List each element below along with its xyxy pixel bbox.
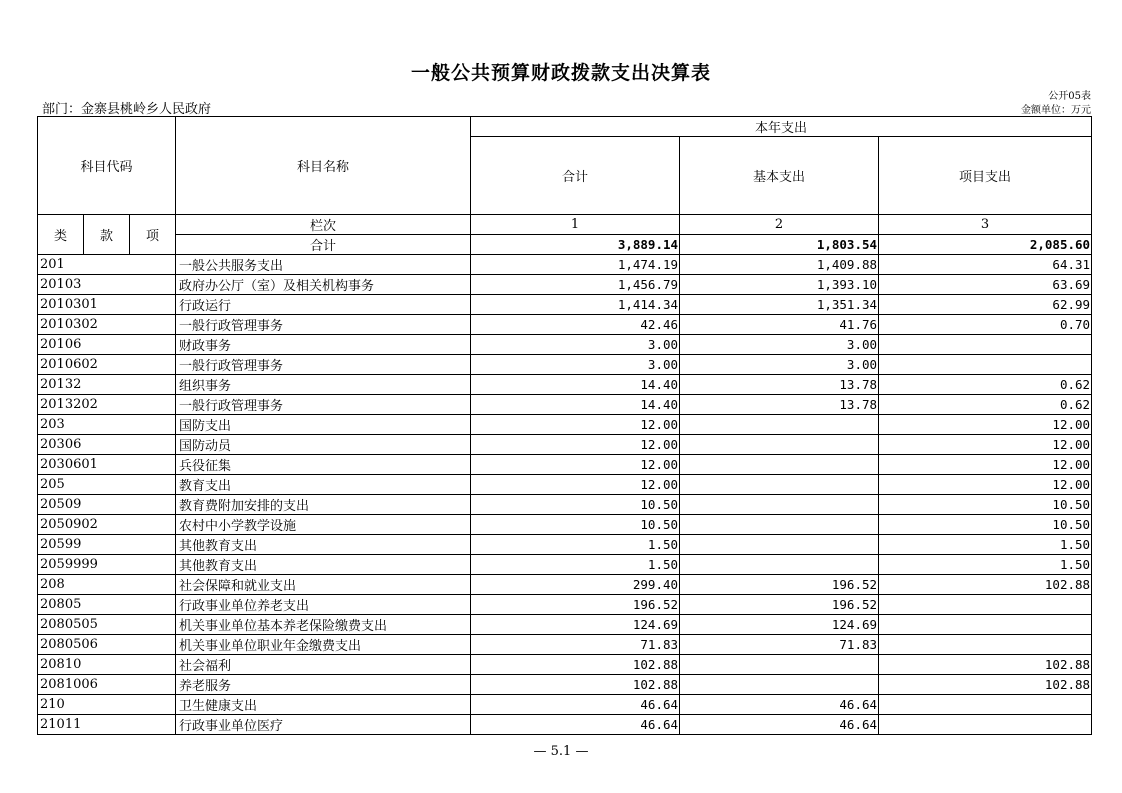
row-name: 机关事业单位基本养老保险缴费支出 — [176, 615, 471, 635]
row-project: 1.50 — [879, 535, 1092, 555]
row-total: 196.52 — [471, 595, 680, 615]
row-basic — [680, 455, 879, 475]
row-code: 20306 — [38, 435, 176, 455]
row-basic: 3.00 — [680, 335, 879, 355]
row-total: 1,474.19 — [471, 255, 680, 275]
table-row — [38, 315, 1092, 335]
row-basic — [680, 495, 879, 515]
row-code: 20132 — [38, 375, 176, 395]
row-total: 12.00 — [471, 455, 680, 475]
row-project: 0.62 — [879, 395, 1092, 415]
row-basic — [680, 515, 879, 535]
row-project: 102.88 — [879, 675, 1092, 695]
row-code: 20509 — [38, 495, 176, 515]
table-row — [38, 395, 1092, 415]
row-project: 62.99 — [879, 295, 1092, 315]
row-project: 10.50 — [879, 495, 1092, 515]
row-project: 12.00 — [879, 455, 1092, 475]
row-code: 2010602 — [38, 355, 176, 375]
row-code: 208 — [38, 575, 176, 595]
row-basic: 1,409.88 — [680, 255, 879, 275]
row-basic — [680, 415, 879, 435]
row-project — [879, 355, 1092, 375]
row-total: 46.64 — [471, 695, 680, 715]
row-project — [879, 635, 1092, 655]
header-total: 合计 — [471, 137, 680, 215]
row-total: 102.88 — [471, 675, 680, 695]
row-name: 养老服务 — [176, 675, 471, 695]
page-title: 一般公共预算财政拨款支出决算表 — [410, 62, 711, 84]
row-name: 教育支出 — [176, 475, 471, 495]
row-basic — [680, 435, 879, 455]
row-total: 1.50 — [471, 535, 680, 555]
header-col3: 3 — [879, 215, 1092, 235]
row-project — [879, 715, 1092, 735]
expenditure-table — [37, 116, 1092, 735]
header-kuan: 款 — [84, 215, 130, 255]
row-basic: 1,393.10 — [680, 275, 879, 295]
header-year-expense: 本年支出 — [471, 117, 1092, 137]
sum-label: 合计 — [176, 235, 471, 255]
row-name: 一般行政管理事务 — [176, 395, 471, 415]
header-project: 项目支出 — [879, 137, 1092, 215]
row-name: 国防动员 — [176, 435, 471, 455]
sum-total: 3,889.14 — [471, 235, 680, 255]
row-code: 20599 — [38, 535, 176, 555]
row-project: 0.70 — [879, 315, 1092, 335]
row-name: 教育费附加安排的支出 — [176, 495, 471, 515]
row-basic — [680, 535, 879, 555]
row-name: 财政事务 — [176, 335, 471, 355]
row-code: 201 — [38, 255, 176, 275]
row-name: 行政事业单位医疗 — [176, 715, 471, 735]
row-name: 行政事业单位养老支出 — [176, 595, 471, 615]
row-basic: 41.76 — [680, 315, 879, 335]
row-total: 10.50 — [471, 495, 680, 515]
table-row — [38, 635, 1092, 655]
row-basic: 13.78 — [680, 375, 879, 395]
row-code: 20103 — [38, 275, 176, 295]
row-project: 12.00 — [879, 415, 1092, 435]
row-basic: 46.64 — [680, 715, 879, 735]
row-project: 10.50 — [879, 515, 1092, 535]
row-project: 102.88 — [879, 575, 1092, 595]
row-project — [879, 695, 1092, 715]
amount-unit: 金额单位：万元 — [1021, 105, 1091, 116]
table-row — [38, 435, 1092, 455]
header-basic: 基本支出 — [680, 137, 879, 215]
row-basic: 196.52 — [680, 595, 879, 615]
row-total: 46.64 — [471, 715, 680, 735]
header-col-label: 栏次 — [176, 215, 471, 235]
row-name: 政府办公厅（室）及相关机构事务 — [176, 275, 471, 295]
row-total: 3.00 — [471, 355, 680, 375]
table-row — [38, 335, 1092, 355]
row-name: 一般行政管理事务 — [176, 355, 471, 375]
row-total: 12.00 — [471, 415, 680, 435]
department-text: 部门：金寨县桃岭乡人民政府 — [42, 102, 212, 117]
row-total: 1,414.34 — [471, 295, 680, 315]
header-xiang: 项 — [130, 215, 176, 255]
row-name: 其他教育支出 — [176, 555, 471, 575]
department-label — [42, 98, 211, 117]
row-code: 21011 — [38, 715, 176, 735]
row-project: 1.50 — [879, 555, 1092, 575]
row-total: 42.46 — [471, 315, 680, 335]
row-name: 兵役征集 — [176, 455, 471, 475]
row-name: 组织事务 — [176, 375, 471, 395]
row-code: 2010301 — [38, 295, 176, 315]
row-name: 行政运行 — [176, 295, 471, 315]
row-code: 20805 — [38, 595, 176, 615]
row-name: 社会保障和就业支出 — [176, 575, 471, 595]
row-project: 102.88 — [879, 655, 1092, 675]
row-code: 2080505 — [38, 615, 176, 635]
table-row — [38, 495, 1092, 515]
table-row — [38, 475, 1092, 495]
header-col1: 1 — [471, 215, 680, 235]
table-row — [38, 675, 1092, 695]
row-total: 12.00 — [471, 435, 680, 455]
row-project — [879, 595, 1092, 615]
row-total: 10.50 — [471, 515, 680, 535]
row-basic — [680, 475, 879, 495]
table-row — [38, 275, 1092, 295]
sum-basic: 1,803.54 — [680, 235, 879, 255]
table-row — [38, 375, 1092, 395]
table-row — [38, 615, 1092, 635]
row-name: 机关事业单位职业年金缴费支出 — [176, 635, 471, 655]
row-code: 2080506 — [38, 635, 176, 655]
row-code: 2059999 — [38, 555, 176, 575]
header-lei: 类 — [38, 215, 84, 255]
table-row — [38, 255, 1092, 275]
row-name: 一般行政管理事务 — [176, 315, 471, 335]
table-row — [38, 535, 1092, 555]
row-code: 210 — [38, 695, 176, 715]
header-name: 科目名称 — [176, 117, 471, 215]
row-code: 2050902 — [38, 515, 176, 535]
row-basic: 46.64 — [680, 695, 879, 715]
row-project: 63.69 — [879, 275, 1092, 295]
page-number: — 5.1 — — [533, 744, 589, 759]
row-code: 203 — [38, 415, 176, 435]
row-total: 102.88 — [471, 655, 680, 675]
row-name: 农村中小学教学设施 — [176, 515, 471, 535]
table-row — [38, 295, 1092, 315]
table-row — [38, 575, 1092, 595]
table-row — [38, 455, 1092, 475]
form-number: 公开05表 — [1048, 91, 1091, 102]
table-row — [38, 715, 1092, 735]
row-basic: 124.69 — [680, 615, 879, 635]
row-basic: 13.78 — [680, 395, 879, 415]
table-row — [38, 355, 1092, 375]
table-row — [38, 695, 1092, 715]
row-total: 299.40 — [471, 575, 680, 595]
row-code: 2030601 — [38, 455, 176, 475]
row-code: 2010302 — [38, 315, 176, 335]
sum-project: 2,085.60 — [879, 235, 1092, 255]
row-code: 20106 — [38, 335, 176, 355]
row-total: 1,456.79 — [471, 275, 680, 295]
row-basic: 71.83 — [680, 635, 879, 655]
row-project: 12.00 — [879, 435, 1092, 455]
row-total: 1.50 — [471, 555, 680, 575]
row-name: 社会福利 — [176, 655, 471, 675]
row-basic: 196.52 — [680, 575, 879, 595]
row-basic: 1,351.34 — [680, 295, 879, 315]
row-code: 205 — [38, 475, 176, 495]
row-name: 一般公共服务支出 — [176, 255, 471, 275]
table-row — [38, 555, 1092, 575]
header-code: 科目代码 — [38, 117, 176, 215]
table-row — [38, 595, 1092, 615]
row-project: 0.62 — [879, 375, 1092, 395]
row-name: 卫生健康支出 — [176, 695, 471, 715]
row-basic — [680, 555, 879, 575]
table-row — [38, 655, 1092, 675]
row-total: 124.69 — [471, 615, 680, 635]
row-basic — [680, 655, 879, 675]
row-total: 3.00 — [471, 335, 680, 355]
row-code: 2081006 — [38, 675, 176, 695]
row-basic — [680, 675, 879, 695]
row-total: 14.40 — [471, 395, 680, 415]
row-basic: 3.00 — [680, 355, 879, 375]
row-total: 71.83 — [471, 635, 680, 655]
row-name: 其他教育支出 — [176, 535, 471, 555]
row-code: 20810 — [38, 655, 176, 675]
row-code: 2013202 — [38, 395, 176, 415]
row-project — [879, 615, 1092, 635]
table-row — [38, 415, 1092, 435]
header-col2: 2 — [680, 215, 879, 235]
row-project: 12.00 — [879, 475, 1092, 495]
row-total: 14.40 — [471, 375, 680, 395]
row-project — [879, 335, 1092, 355]
row-project: 64.31 — [879, 255, 1092, 275]
row-total: 12.00 — [471, 475, 680, 495]
table-row — [38, 515, 1092, 535]
row-name: 国防支出 — [176, 415, 471, 435]
